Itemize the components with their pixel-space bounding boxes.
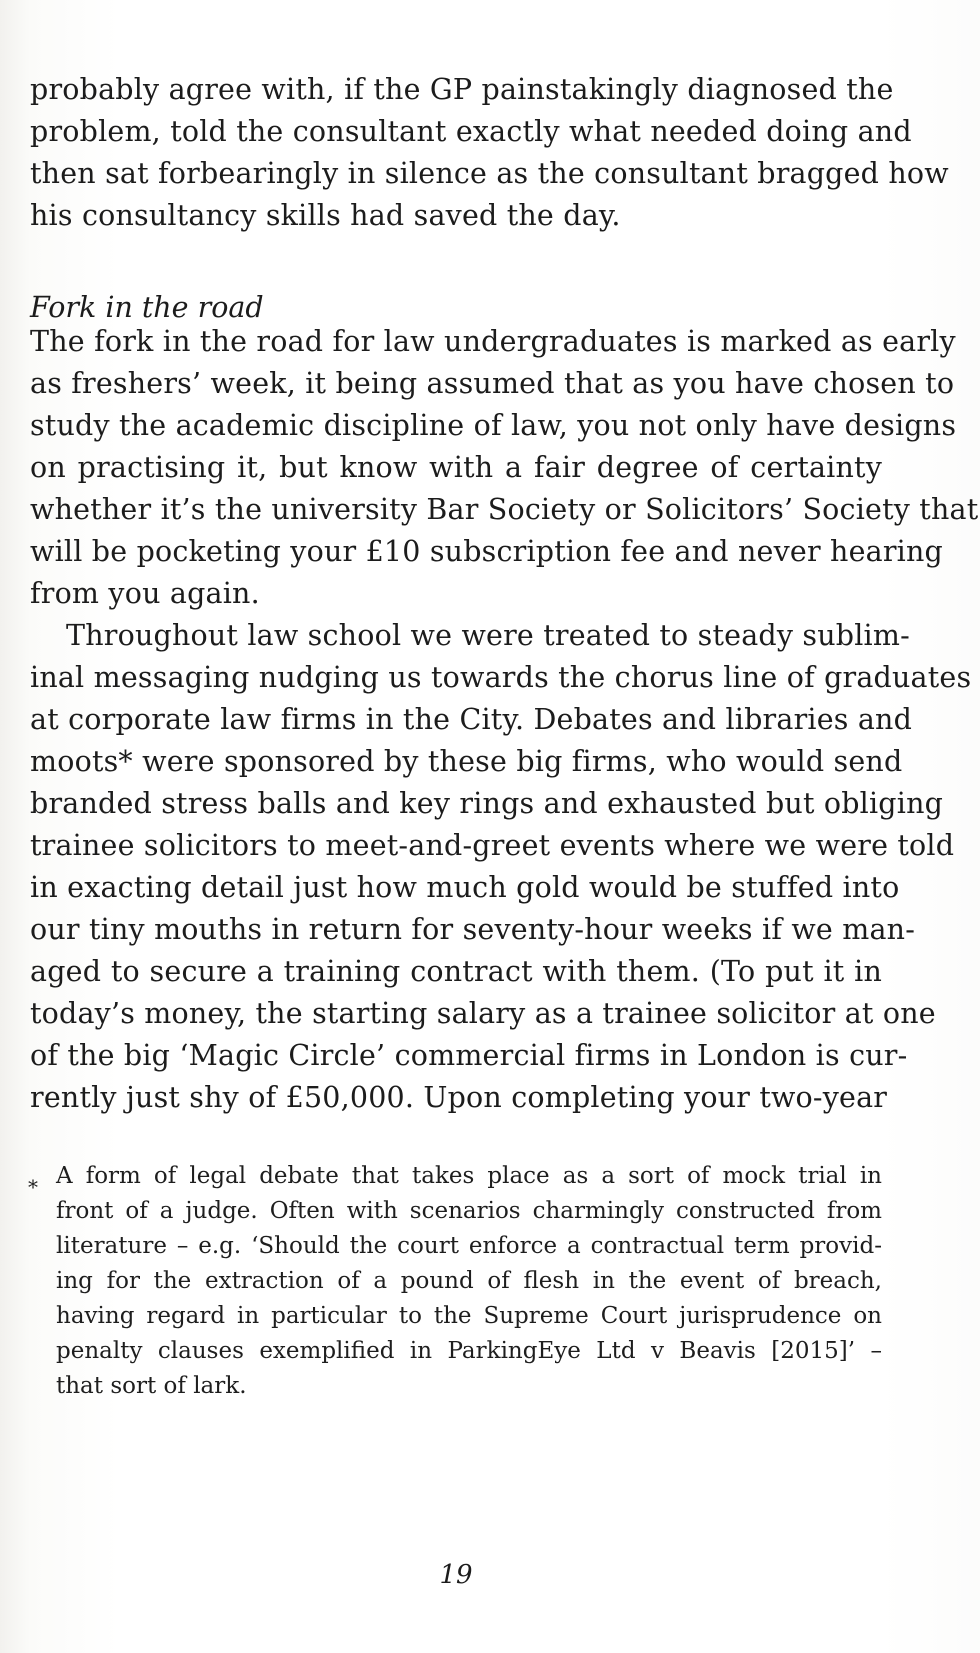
footnote-line: penalty clauses exemplified in ParkingEye Ltd v Beavis [2015]’ – (56, 1338, 882, 1364)
text-line: will be pocketing your £10 subscription fee and never hearing (30, 535, 943, 568)
text-line: inal messaging nudging us towards the chorus line of graduates (30, 661, 972, 694)
text-line: on practising it, but know with a fair degree of certainty (30, 451, 882, 484)
text-line: moots* were sponsored by these big firms, who would send (30, 745, 903, 778)
text-line: our tiny mouths in return for seventy-hour weeks if we man- (30, 913, 916, 946)
text-line: as freshers’ week, it being assumed that as you have chosen to (30, 367, 955, 400)
text-line: in exacting detail just how much gold would be stuffed into (30, 871, 900, 904)
text-line: of the big ‘Magic Circle’ commercial firms in London is cur- (30, 1039, 908, 1072)
text-line: from you again. (30, 577, 260, 610)
footnote-line: front of a judge. Often with scenarios charmingly constructed from (56, 1198, 882, 1224)
text-line: whether it’s the university Bar Society or Solicitors’ Society that (30, 493, 979, 526)
text-line: probably agree with, if the GP painstakingly diagnosed the (30, 73, 894, 106)
page-number: 19 (439, 1560, 473, 1590)
footnote-line: A form of legal debate that takes place as a sort of mock trial in (56, 1163, 882, 1189)
text-line: The fork in the road for law undergraduates is marked as early (30, 325, 956, 358)
footnote-marker: * (28, 1175, 38, 1199)
text-line: branded stress balls and key rings and exhausted but obliging (30, 787, 944, 820)
text-line: trainee solicitors to meet-and-greet events where we were told (30, 829, 955, 862)
text-line: today’s money, the starting salary as a trainee solicitor at one (30, 997, 936, 1030)
text-line: study the academic discipline of law, you not only have designs (30, 409, 957, 442)
text-line: problem, told the consultant exactly what needed doing and (30, 115, 912, 148)
text-line: at corporate law firms in the City. Debates and libraries and (30, 703, 913, 736)
text-line: Throughout law school we were treated to steady sublim- (66, 619, 910, 652)
text-line: rently just shy of £50,000. Upon completing your two-year (30, 1081, 888, 1114)
footnote-line: ing for the extraction of a pound of flesh in the event of breach, (56, 1268, 882, 1294)
section-heading: Fork in the road (30, 291, 264, 324)
text-line: then sat forbearingly in silence as the consultant bragged how (30, 157, 949, 190)
footnote-line: that sort of lark. (56, 1373, 247, 1399)
text-line: aged to secure a training contract with them. (To put it in (30, 955, 882, 988)
text-line: his consultancy skills had saved the day. (30, 199, 621, 232)
footnote-line: literature – e.g. ‘Should the court enforce a contractual term provid- (56, 1233, 882, 1259)
footnote-line: having regard in particular to the Supreme Court jurisprudence on (56, 1303, 882, 1329)
